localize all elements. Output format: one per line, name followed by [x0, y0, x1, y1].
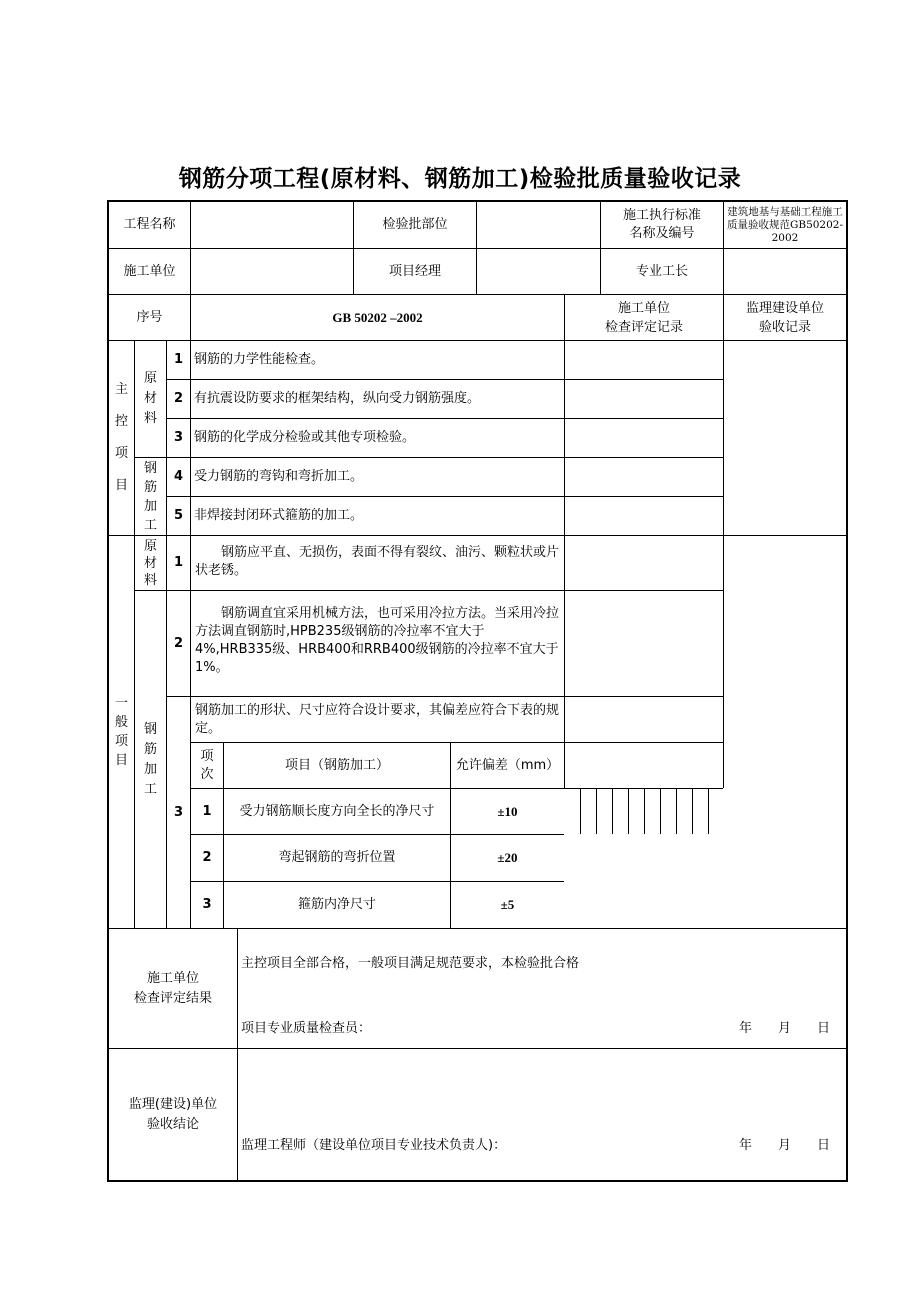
contractor-result-label: 施工单位 检查评定结果	[133, 970, 212, 1006]
main-item-text: 有抗震设防要求的框架结构，纵向受力钢筋强度。	[194, 391, 481, 406]
project-manager-label: 项目经理	[388, 263, 441, 279]
main-item-text: 钢筋的化学成分检验或其他专项检验。	[194, 430, 416, 445]
foreman-field[interactable]	[724, 249, 846, 294]
standard-label: 施工执行标准 名称及编号	[622, 208, 701, 241]
sub-table-tolerance-header: 允许偏差（mm）	[455, 757, 560, 773]
border-right	[846, 200, 848, 1182]
sub-row-item: 弯起钢筋的弯折位置	[278, 850, 396, 865]
main-raw-material-label: 原 材 料	[143, 371, 157, 426]
main-item-record[interactable]	[565, 458, 723, 496]
sub-table-item-header: 项目（钢筋加工）	[284, 757, 389, 773]
sub-row-tolerance: ±10	[497, 803, 518, 819]
main-item-no: 2	[173, 391, 184, 406]
main-item-no: 3	[173, 430, 184, 445]
inspection-lot-field[interactable]	[477, 202, 600, 248]
general-processing-label: 钢 筋 加 工	[143, 721, 157, 797]
supervisor-date: 年 月 日	[738, 1138, 830, 1153]
main-control-label: 主 控 项 目	[114, 382, 128, 493]
foreman-label: 专业工长	[635, 263, 688, 279]
contractor-date: 年 月 日	[738, 1021, 830, 1036]
general-item-no: 1	[173, 555, 184, 570]
main-item-record[interactable]	[565, 380, 723, 418]
contractor-field[interactable]	[191, 249, 353, 294]
supervisor-check-label: 监理建设单位 验收记录	[745, 300, 824, 335]
sub-row-tolerance: ±5	[500, 897, 515, 912]
main-item-text: 钢筋的力学性能检查。	[194, 352, 325, 367]
general-item-text: 钢筋调直宜采用机械方法，也可采用冷拉方法。当采用冷拉方法调直钢筋时,HPB235级钢筋的冷拉率不宜大于4%,HRB335级、HRB400和RRB400级钢筋的冷拉率不宜大于1%。	[195, 606, 560, 675]
main-item-no: 4	[173, 469, 184, 484]
grid-line	[596, 788, 597, 834]
main-item-text: 非焊接封闭环式箍筋的加工。	[194, 508, 364, 523]
main-supervisor-record[interactable]	[724, 341, 846, 535]
sub-row-item: 受力钢筋顺长度方向全长的净尺寸	[239, 803, 435, 819]
contractor-signer-label: 项目专业质量检查员：	[241, 1021, 372, 1036]
main-item-no: 5	[173, 508, 184, 523]
general-item-no: 3	[173, 804, 184, 820]
grid-line	[644, 788, 645, 834]
sub-row-no: 1	[202, 803, 212, 819]
contractor-check-label: 施工单位 检查评定记录	[604, 300, 683, 335]
general-raw-material-label: 原 材 料	[143, 538, 157, 588]
border-bottom	[107, 1180, 848, 1182]
standard-value: 建筑地基与基础工程施工质量验收规范GB50202-2002	[726, 205, 844, 244]
grid-line	[580, 788, 581, 834]
supervisor-signer-label: 监理工程师（建设单位项目专业技术负责人)：	[241, 1138, 507, 1153]
grid-line	[612, 788, 613, 834]
main-item-no: 1	[173, 352, 184, 367]
general-item-record[interactable]	[565, 591, 723, 696]
grid-line	[628, 788, 629, 834]
project-name-label: 工程名称	[123, 217, 176, 232]
general-item-record[interactable]	[565, 697, 723, 742]
grid-line	[676, 788, 677, 834]
grid-line	[692, 788, 693, 834]
general-item-text: 钢筋加工的形状、尺寸应符合设计要求，其偏差应符合下表的规定。	[195, 703, 560, 736]
seq-label: 序号	[136, 309, 163, 325]
contractor-result-text: 主控项目全部合格，一般项目满足规范要求，本检验批合格	[241, 956, 580, 971]
grid-line	[708, 788, 709, 834]
code-label: GB 50202 –2002	[332, 309, 423, 325]
sub-row-no: 3	[202, 897, 212, 912]
supervisor-result-label: 监理(建设)单位 验收结论	[128, 1096, 218, 1132]
project-name-field[interactable]	[191, 202, 353, 248]
inspection-lot-label: 检验批部位	[382, 217, 448, 232]
general-item-text: 钢筋应平直、无损伤，表面不得有裂纹、油污、颗粒状或片状老锈。	[195, 545, 560, 578]
main-processing-label: 钢 筋 加 工	[143, 460, 157, 533]
main-item-record[interactable]	[565, 497, 723, 535]
general-label: 一 般 项 目	[114, 696, 128, 768]
general-item-no: 2	[173, 635, 184, 651]
sub-row-tolerance: ±20	[497, 850, 518, 865]
sub-row-no: 2	[202, 850, 212, 865]
sub-row-item: 箍筋内净尺寸	[297, 897, 376, 912]
page-title: 钢筋分项工程(原材料、钢筋加工)检验批质量验收记录	[178, 166, 742, 192]
general-item-record[interactable]	[565, 536, 723, 590]
project-manager-field[interactable]	[477, 249, 600, 294]
grid-line	[660, 788, 661, 834]
main-item-record[interactable]	[565, 419, 723, 457]
inspection-form	[107, 200, 848, 1182]
sub-table-no-header: 项 次	[200, 748, 214, 782]
contractor-label: 施工单位	[123, 263, 176, 279]
sub-table-record[interactable]	[565, 743, 723, 788]
main-item-record[interactable]	[565, 341, 723, 379]
general-supervisor-record[interactable]	[724, 536, 846, 928]
main-item-text: 受力钢筋的弯钩和弯折加工。	[194, 469, 364, 484]
